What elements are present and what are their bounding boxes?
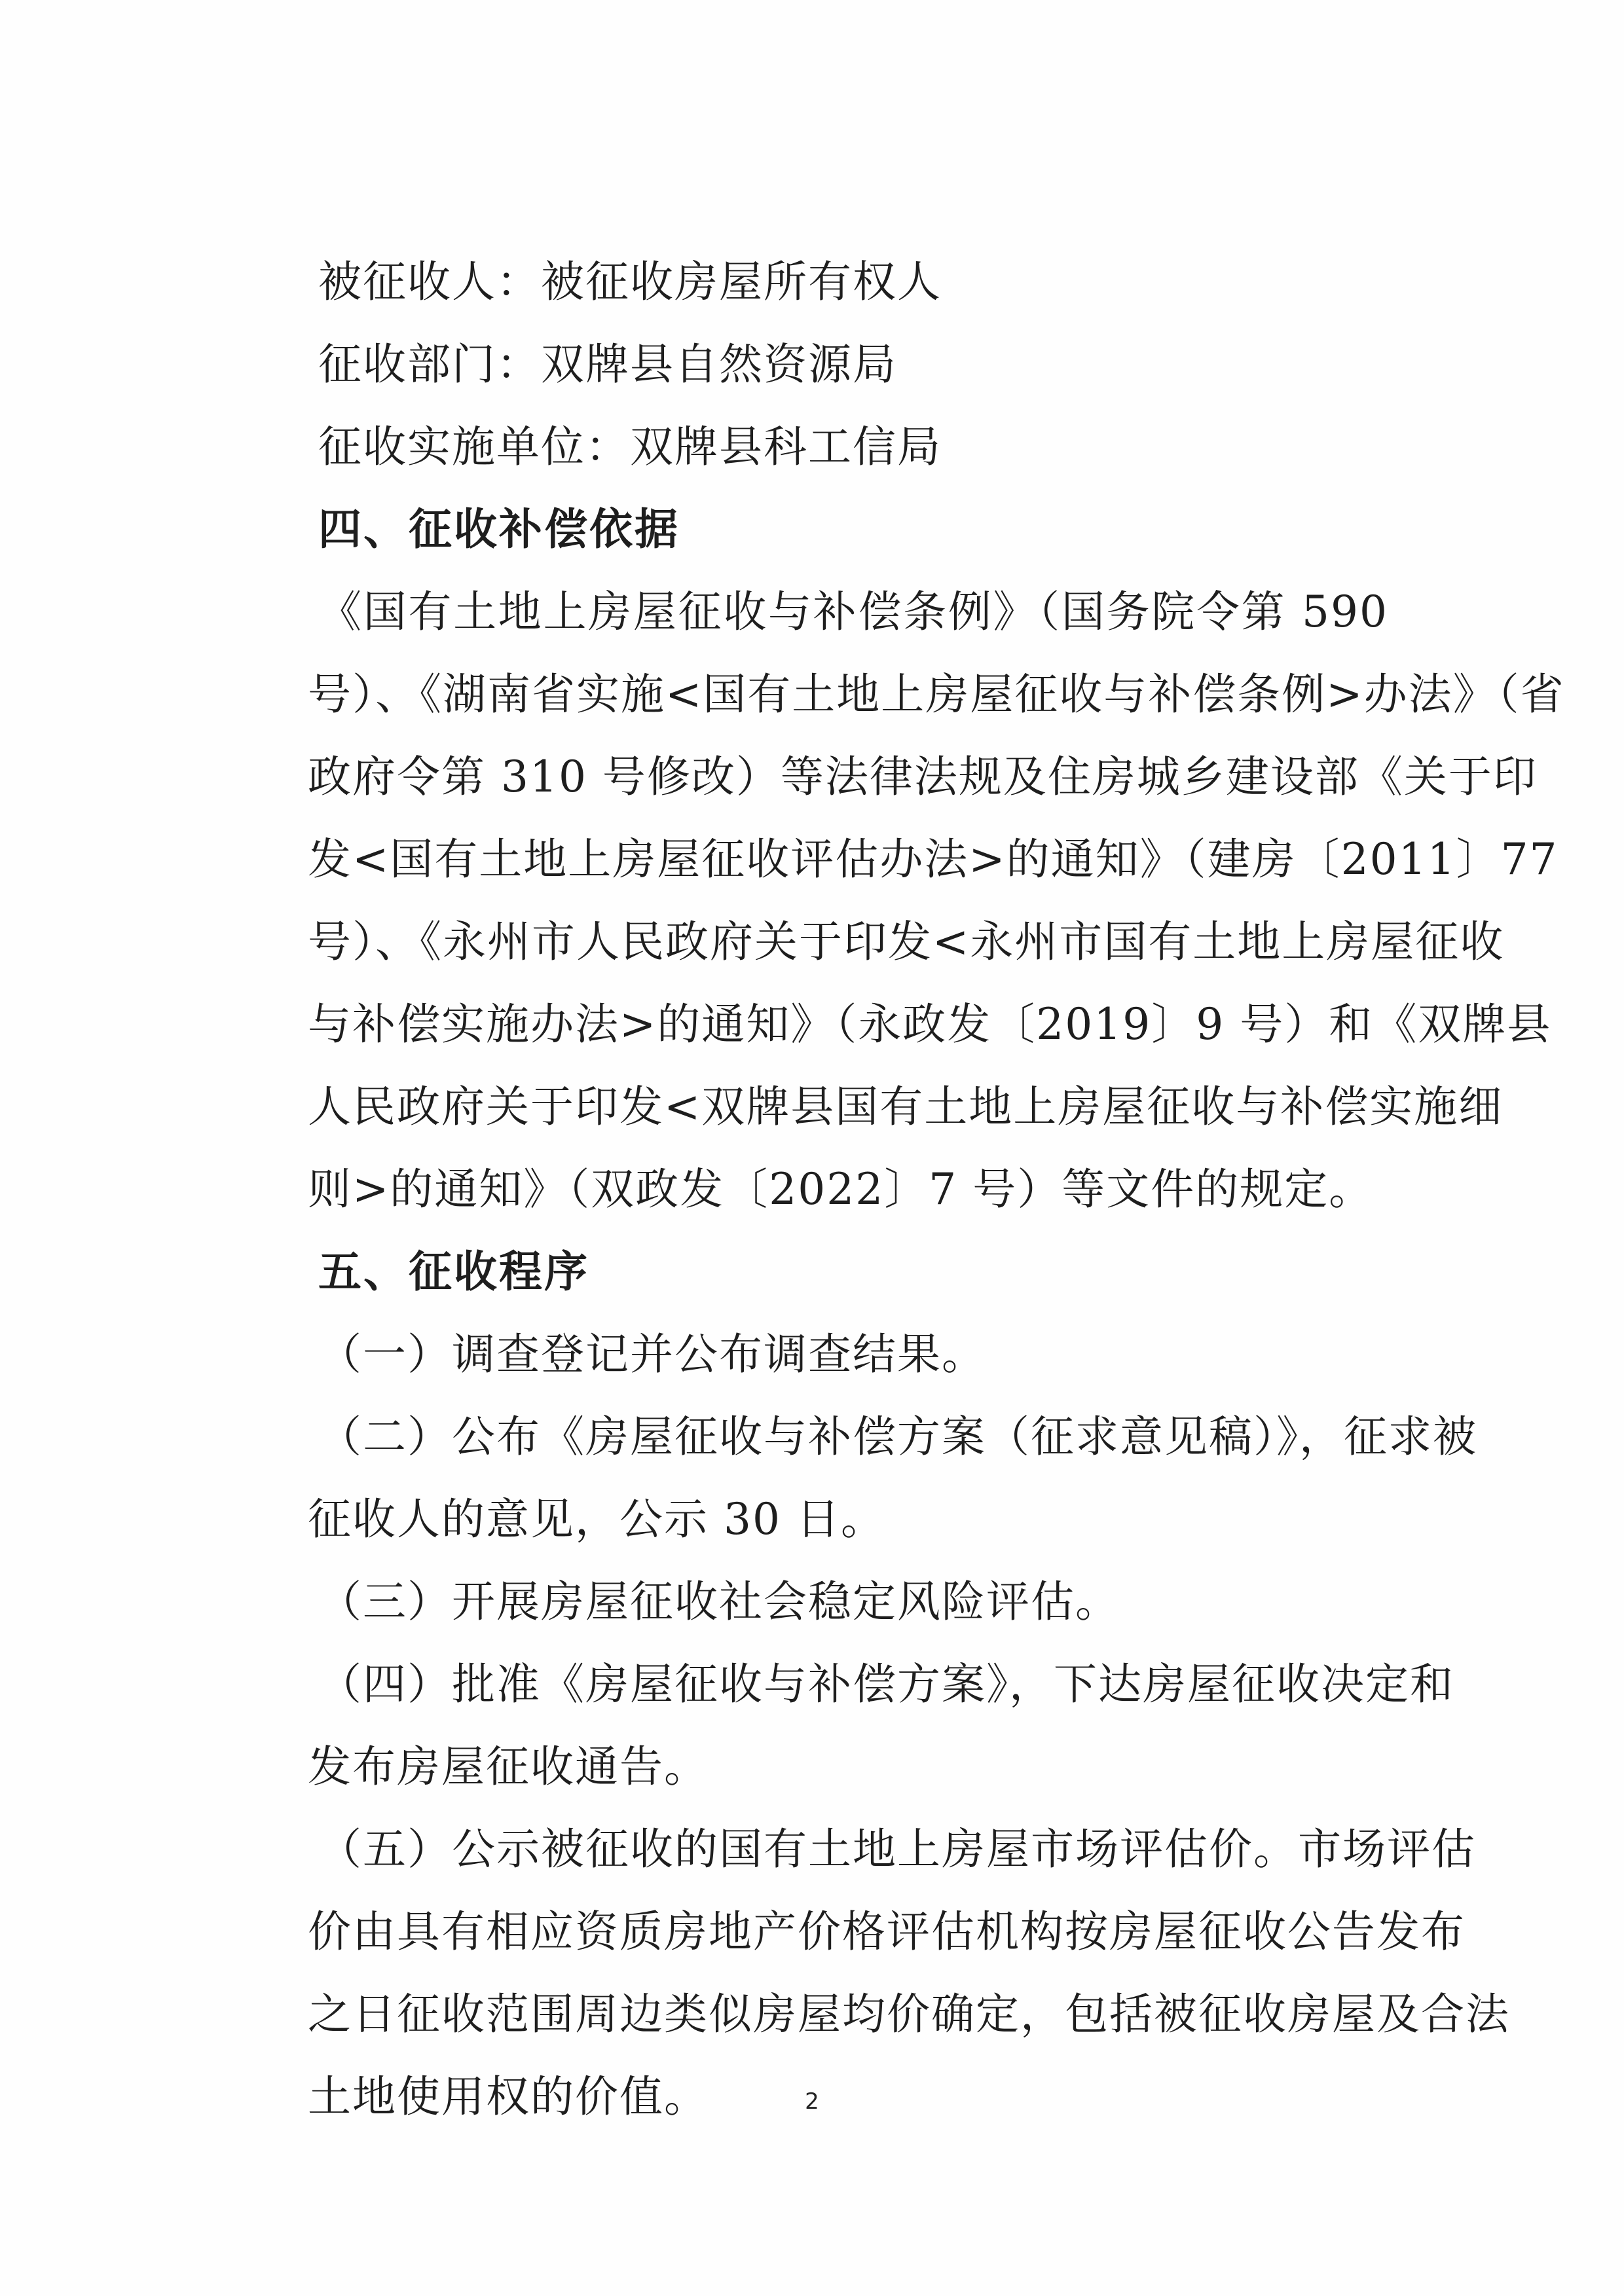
procedure-step-1: （一）调查登记并公布调查结果。	[318, 1329, 986, 1379]
procedure-step-5-continued: 之日征收范围周边类似房屋均价确定，包括被征收房屋及合法	[308, 1989, 1510, 2039]
expropriation-department-line: 征收部门：双牌县自然资源局	[318, 339, 897, 390]
procedure-step-5-continued: 价由具有相应资质房地产价格评估机构按房屋征收公告发布	[308, 1906, 1466, 1957]
expropriated-party-line: 被征收人：被征收房屋所有权人	[318, 257, 942, 307]
paragraph-line: 与补偿实施办法>的通知》（永政发〔2019〕9 号）和《双牌县	[308, 999, 1552, 1049]
procedure-step-2: （二）公布《房屋征收与补偿方案（征求意见稿）》，征求被	[318, 1412, 1477, 1462]
paragraph-line: 则>的通知》（双政发〔2022〕7 号）等文件的规定。	[308, 1164, 1374, 1214]
paragraph-line: 号）、《湖南省实施<国有土地上房屋征收与补偿条例>办法》（省	[308, 669, 1565, 720]
procedure-step-5: （五）公示被征收的国有土地上房屋市场评估价。市场评估	[318, 1824, 1476, 1874]
procedure-step-2-continued: 征收人的意见，公示 30 日。	[308, 1494, 885, 1544]
paragraph-line: 政府令第 310 号修改）等法律法规及住房城乡建设部《关于印	[308, 752, 1538, 802]
implementing-unit-line: 征收实施单位：双牌县科工信局	[318, 422, 942, 472]
page-number: 2	[805, 2088, 819, 2115]
procedure-step-5-continued: 土地使用权的价值。	[308, 2071, 709, 2122]
section-heading-4: 四、征收补偿依据	[318, 504, 680, 555]
procedure-step-3: （三）开展房屋征收社会稳定风险评估。	[318, 1576, 1120, 1627]
paragraph-line: 发<国有土地上房屋征收评估办法>的通知》（建房〔2011〕77	[308, 834, 1559, 884]
paragraph-line: 《国有土地上房屋征收与补偿条例》（国务院令第 590	[318, 587, 1388, 637]
document-body	[308, 241, 1565, 2138]
procedure-step-4: （四）批准《房屋征收与补偿方案》，下达房屋征收决定和	[318, 1659, 1454, 1709]
procedure-step-4-continued: 发布房屋征收通告。	[308, 1741, 709, 1792]
paragraph-line: 号）、《永州市人民政府关于印发<永州市国有土地上房屋征收	[308, 917, 1505, 967]
section-heading-5: 五、征收程序	[318, 1247, 589, 1297]
paragraph-line: 人民政府关于印发<双牌县国有土地上房屋征收与补偿实施细	[308, 1082, 1504, 1132]
